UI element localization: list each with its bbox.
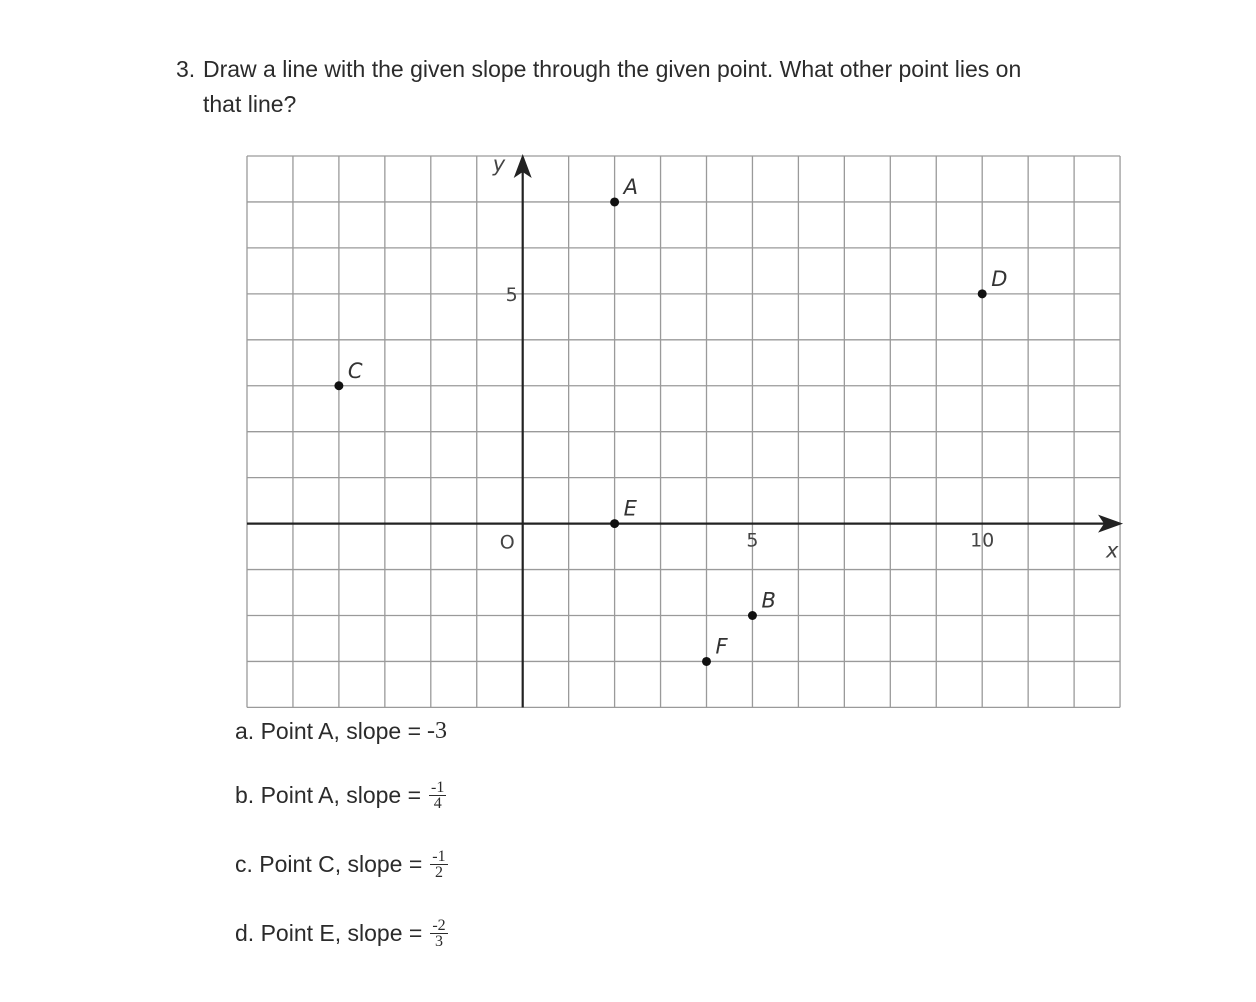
- point-f-dot: [702, 657, 711, 666]
- axes: [247, 154, 1123, 707]
- y-axis-label: y: [492, 152, 506, 176]
- part-a-slope: -3: [427, 718, 448, 744]
- point-b-label: B: [761, 588, 776, 613]
- part-d-label: d. Point E, slope =: [235, 920, 423, 946]
- y-tick-label: 5: [505, 283, 518, 306]
- part-a: [235, 718, 447, 745]
- question-text-1: Draw a line with the given slope through the given point. What other point lies on: [203, 56, 1022, 82]
- point-d-label: D: [991, 266, 1008, 291]
- part-b: [235, 780, 446, 811]
- grid-lines: [247, 156, 1120, 707]
- point-c-label: C: [347, 358, 363, 383]
- part-b-numerator: -1: [431, 779, 445, 796]
- question-number: 3.: [176, 56, 196, 82]
- part-a-label: a. Point A, slope =: [235, 718, 422, 744]
- point-e-dot: [610, 519, 619, 528]
- point-b-dot: [748, 611, 757, 620]
- x-tick-label: 10: [970, 529, 995, 552]
- point-a-dot: [610, 197, 619, 206]
- part-b-slope-fraction: [429, 780, 446, 811]
- part-c-denominator: 2: [434, 864, 443, 881]
- x-tick-label: 5: [746, 529, 759, 552]
- point-e-label: E: [623, 496, 637, 521]
- part-c-label: c. Point C, slope =: [235, 851, 423, 877]
- plotted-points: [334, 175, 1007, 666]
- point-f-label: F: [715, 634, 728, 659]
- question-line-2: that line?: [203, 91, 297, 117]
- x-axis-label: x: [1106, 538, 1119, 563]
- part-d-numerator: -2: [432, 917, 446, 934]
- part-d-slope-fraction: [430, 918, 447, 949]
- part-c: [235, 849, 448, 880]
- part-c-slope-fraction: [430, 849, 447, 880]
- origin-label: O: [499, 531, 515, 554]
- point-d-dot: [978, 289, 987, 298]
- part-d-denominator: 3: [434, 933, 443, 950]
- axis-labels: [492, 152, 1119, 563]
- point-a-label: A: [623, 174, 638, 199]
- point-c-dot: [334, 381, 343, 390]
- part-b-label: b. Point A, slope =: [235, 782, 422, 808]
- part-d: [235, 918, 448, 949]
- part-c-numerator: -1: [432, 848, 446, 865]
- part-b-denominator: 4: [433, 795, 442, 812]
